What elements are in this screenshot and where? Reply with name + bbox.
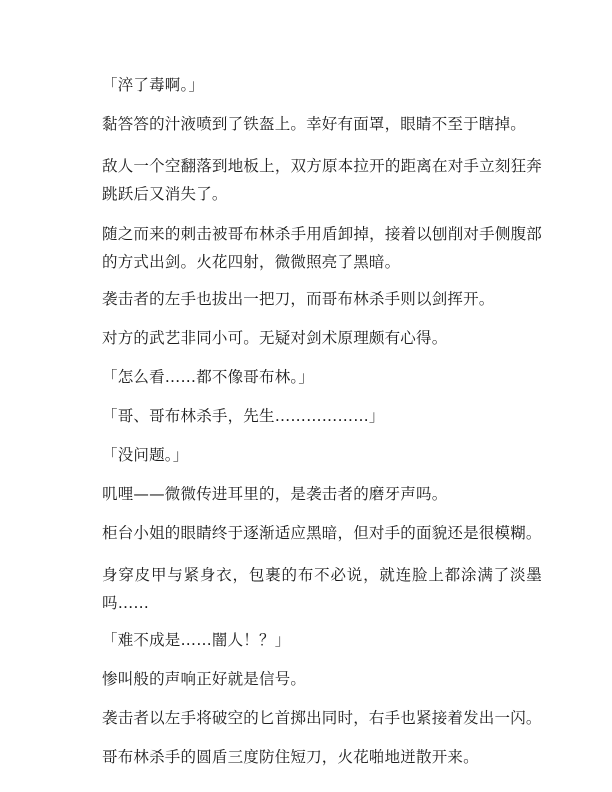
paragraph-5: 袭击者的左手也拔出一把刀，而哥布林杀手则以剑挥开。 xyxy=(102,290,495,308)
paragraph-8: 「哥、哥布林杀手，先生………………」 xyxy=(102,407,385,425)
paragraph-13: 「难不成是……闇人！？」 xyxy=(102,631,291,649)
paragraph-2: 黏答答的汁液喷到了铁盔上。幸好有面罩，眼睛不至于瞎掉。 xyxy=(102,115,526,133)
paragraph-16: 哥布林杀手的圆盾三度防住短刀，火花啪地迸散开来。 xyxy=(102,748,479,766)
novel-text-body xyxy=(102,74,542,785)
paragraph-9: 「没问题。」 xyxy=(102,446,189,464)
paragraph-12: 身穿皮甲与紧身衣，包裹的布不必说，就连脸上都涂满了淡墨吗…… xyxy=(102,566,542,612)
paragraph-6: 对方的武艺非同小可。无疑对剑术原理颇有心得。 xyxy=(102,329,448,347)
paragraph-14: 惨叫般的声响正好就是信号。 xyxy=(102,670,307,688)
paragraph-7: 「怎么看……都不像哥布林。」 xyxy=(102,368,315,386)
paragraph-1: 「淬了毒啊。」 xyxy=(102,76,205,94)
paragraph-15: 袭击者以左手将破空的匕首掷出同时，右手也紧接着发出一闪。 xyxy=(102,709,542,727)
paragraph-4: 随之而来的刺击被哥布林杀手用盾卸掉，接着以刨削对手侧腹部的方式出剑。火花四射，微微照亮了黑暗。 xyxy=(102,225,542,271)
paragraph-3: 敌人一个空翻落到地板上，双方原本拉开的距离在对手立刻狂奔跳跃后又消失了。 xyxy=(102,157,542,203)
paragraph-11: 柜台小姐的眼睛终于逐渐适应黑暗，但对手的面貌还是很模糊。 xyxy=(102,524,542,542)
paragraph-10: 叽哩——微微传进耳里的，是袭击者的磨牙声吗。 xyxy=(102,485,448,503)
